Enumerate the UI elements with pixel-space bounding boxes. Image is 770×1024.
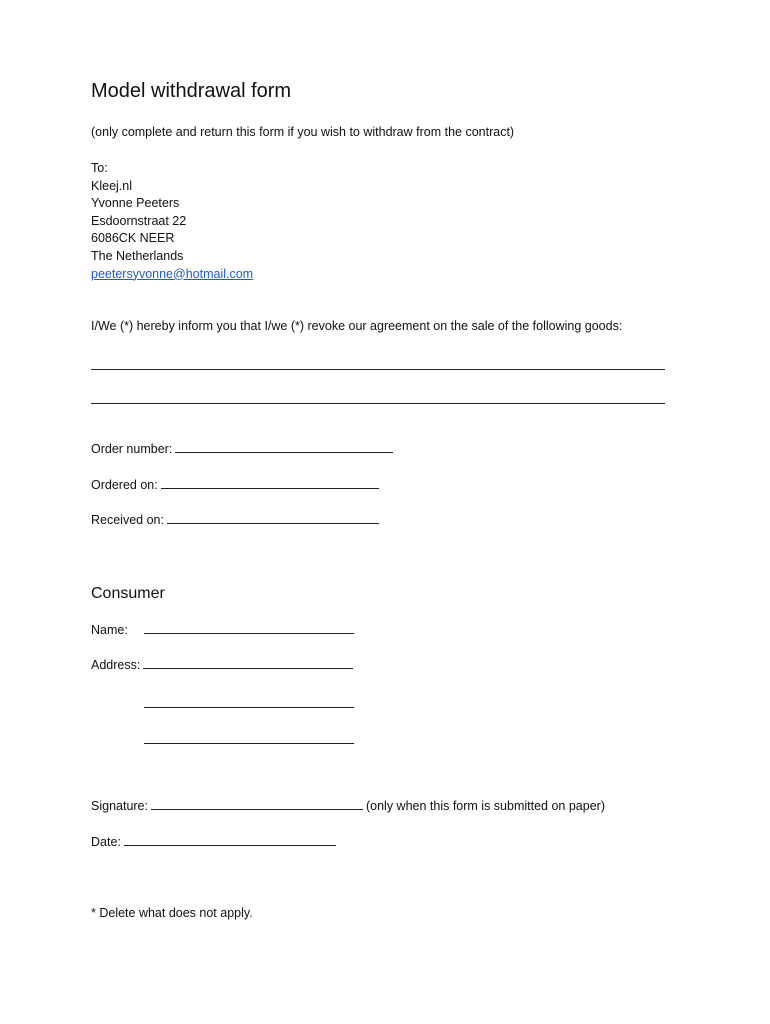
ordered-on-field xyxy=(91,478,379,492)
form-instructions: (only complete and return this form if you wish to withdraw from the contract) xyxy=(91,125,515,139)
ordered-on-label: Ordered on: xyxy=(91,478,158,492)
date-label: Date: xyxy=(91,835,121,849)
recipient-street: Esdoornstraat 22 xyxy=(91,213,187,228)
recipient-address-block xyxy=(91,160,253,283)
consumer-address-blank-1[interactable] xyxy=(143,668,353,669)
date-blank[interactable] xyxy=(124,845,336,846)
page-title: Model withdrawal form xyxy=(91,80,292,102)
received-on-label: Received on: xyxy=(91,513,164,527)
order-number-field xyxy=(91,442,393,456)
received-on-blank[interactable] xyxy=(167,523,379,524)
signature-note: (only when this form is submitted on paper) xyxy=(365,799,605,813)
consumer-heading: Consumer xyxy=(91,585,165,602)
signature-field xyxy=(91,799,605,813)
recipient-postal-city: 6086CK NEER xyxy=(91,231,175,246)
withdrawal-form-page xyxy=(91,0,691,1024)
consumer-name-blank[interactable] xyxy=(144,633,354,634)
footnote: * Delete what does not apply. xyxy=(91,906,253,920)
recipient-country: The Netherlands xyxy=(91,248,184,263)
signature-blank[interactable] xyxy=(151,809,363,810)
goods-line-1[interactable] xyxy=(91,369,665,370)
consumer-address-label: Address: xyxy=(91,658,141,672)
consumer-name-field xyxy=(91,623,354,637)
consumer-name-label: Name: xyxy=(91,623,128,637)
ordered-on-blank[interactable] xyxy=(161,488,379,489)
date-field xyxy=(91,835,336,849)
consumer-address-blank-2[interactable] xyxy=(144,707,354,708)
consumer-address-field xyxy=(91,658,353,672)
order-number-blank[interactable] xyxy=(175,452,393,453)
received-on-field xyxy=(91,513,379,527)
revocation-statement: I/We (*) hereby inform you that I/we (*) revoke our agreement on the sale of the following goods: xyxy=(91,319,623,333)
goods-line-2[interactable] xyxy=(91,403,665,404)
recipient-email-link[interactable]: peetersyvonne@hotmail.com xyxy=(91,266,254,281)
order-number-label: Order number: xyxy=(91,442,173,456)
signature-label: Signature: xyxy=(91,799,148,813)
to-label: To: xyxy=(91,161,108,175)
consumer-address-blank-3[interactable] xyxy=(144,743,354,744)
recipient-company: Kleej.nl xyxy=(91,178,132,193)
recipient-name: Yvonne Peeters xyxy=(91,196,180,211)
